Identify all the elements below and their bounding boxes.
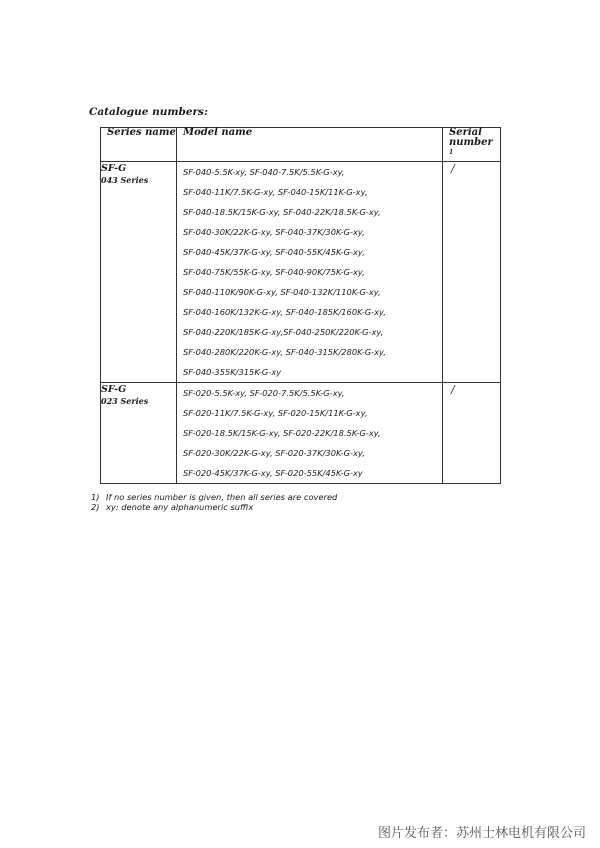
serial-number-value: / [451,162,455,176]
header-serial-number: Serial number $^1$ [443,128,501,162]
catalogue-table [100,127,501,484]
model-name-line: SF-040-355K/315K-G-xy [183,367,282,378]
serial-number-cell [443,162,501,383]
footnote-1: 1) If no series number is given, then all series are covered [91,492,338,502]
header-series-name: Series name [101,128,177,162]
series-name: SF-G [101,384,127,396]
model-name-line: SF-020-18.5K/15K-G-xy, SF-020-22K/18.5K-G-xy, [183,428,381,439]
model-names-cell [177,162,443,383]
series-subtitle: 023 Series [101,396,149,407]
model-name-line: SF-040-280K/220K-G-xy, SF-040-315K/280K-G-xy, [183,347,386,358]
model-name-line: SF-020-5.5K-xy, SF-020-7.5K/5.5K-G-xy, [183,388,345,399]
model-name-line: SF-020-11K/7.5K-G-xy, SF-020-15K/11K-G-xy, [183,408,368,419]
catalogue-title: Catalogue numbers: [89,106,208,118]
serial-number-value: / [451,383,455,397]
header-model-name: Model name [177,128,443,162]
model-name-line: SF-040-110K/90K-G-xy, SF-040-132K/110K-G-xy, [183,287,381,298]
model-name-line: SF-040-75K/55K-G-xy, SF-040-90K/75K-G-xy, [183,267,365,278]
serial-number-cell [443,383,501,484]
series-name: SF-G [101,163,127,175]
series-subtitle: 043 Series [101,175,149,186]
model-name-line: SF-040-5.5K-xy, SF-040-7.5K/5.5K-G-xy, [183,167,345,178]
table-row [101,162,501,383]
model-name-line: SF-040-30K/22K-G-xy, SF-040-37K/30K-G-xy, [183,227,365,238]
table-row [101,383,501,484]
model-name-line: SF-040-220K/185K-G-xy,SF-040-250K/220K-G-xy, [183,327,384,338]
model-name-line: SF-040-18.5K/15K-G-xy, SF-040-22K/18.5K-G-xy, [183,207,381,218]
series-cell [101,162,177,383]
model-name-line: SF-020-30K/22K-G-xy, SF-020-37K/30K-G-xy, [183,448,365,459]
footnote-2: 2) xy: denote any alphanumeric suffix [91,502,254,512]
model-name-line: SF-040-160K/132K-G-xy, SF-040-185K/160K-G-xy, [183,307,386,318]
footnotes [91,492,337,512]
model-name-line: SF-020-45K/37K-G-xy, SF-020-55K/45K-G-xy [183,468,363,479]
model-name-line: SF-040-45K/37K-G-xy, SF-040-55K/45K-G-xy, [183,247,365,258]
table-header-row [101,128,501,162]
model-name-line: SF-040-11K/7.5K-G-xy, SF-040-15K/11K-G-xy, [183,187,368,198]
series-cell [101,383,177,484]
model-names-cell [177,383,443,484]
publisher-watermark: 图片发布者：苏州士林电机有限公司 [377,826,586,841]
